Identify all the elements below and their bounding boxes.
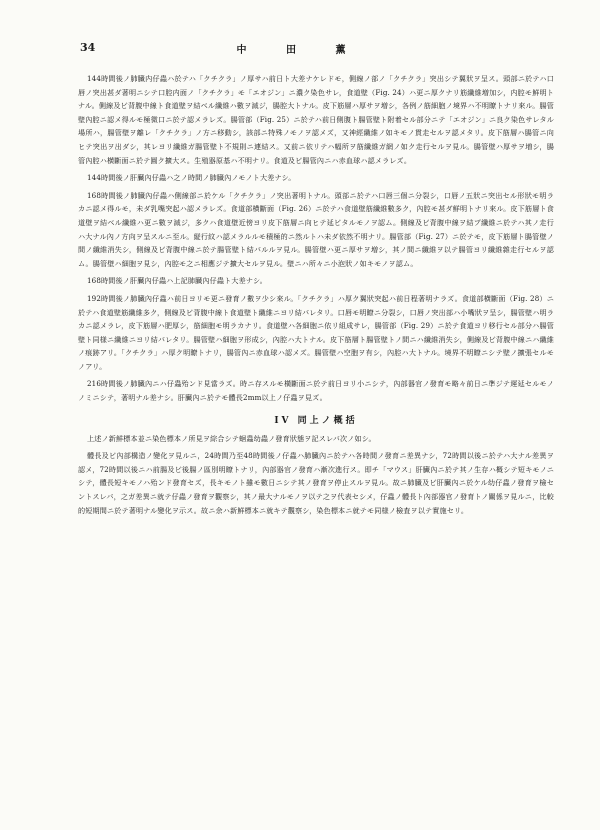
section-heading: IV 同上ノ概括: [274, 415, 358, 426]
paragraph-summary-intro: 上述ノ新鮮標本並ニ染色標本ノ所見ヲ綜合シテ蛔蟲幼蟲ノ發育狀態ヲ記スレバ次ノ如シ。: [87, 433, 376, 443]
paragraph-168h-lung: 168時間後ノ肺臓內仔蟲ハ側線部ニ於ケル「クチクラ」ノ突出著明トナル。頭部ニ於テハ口唇三個ニ分裂シ，口唇ノ五狀ニ突出セル形狀モ明ラカニ認メ得ルモ，未ダ乳嘴突起ハ認メラレズ。食道部横斷面（Fig. 26）ニ於テハ食道壁筋纖維數多ク，內腔モ甚ダ鮮明トナリ來ル。皮下筋層ト食道壁ヲ結ベル纖維ハ更ニ數ヲ減ジ，多クハ食道壁近傍ヨリ皮下筋層ニ向ヒテ延ビタルモノヲ認ム。側線及ビ背腹中線ヲ結ブ纖維ニ於テハ其ノ走行ハ大ナル內ノ方向ヲ呈スルニ至ル。縦行紋ハ認メラルルモ積極的ニ然ルトハ未ダ依然不明ナリ。腸管部（Fig. 27）ニ於テモ，皮下筋層ト腸管壁ノ間ノ纖維消失シ，側線及ビ背腹中線ニ於テ腸管壁ト結バルルヲ見ル。腸管壁ハ更ニ厚サヲ増シ，其ノ間ニ纖維ヲ以テ腸管ヨリ纖維雜走行セルヲ認ム。腸管壁ハ細胞ヲ見シ，內腔モ之ニ相應ジテ擴大セルヲ見ル。壁ニハ所々ニ小泡狀ノ如キモノヲ認ム。: [78, 190, 554, 268]
page-number: 34: [80, 41, 96, 54]
paragraph-192h-lung: 192時間後ノ肺臓內仔蟲ハ前日ヨリモ更ニ發育ノ數ヲ少シ來ル。「クチクラ」ハ厚ク翼狀突起ハ前日程著明ナラズ。食道部横斷面（Fig. 28）ニ於テハ食道壁筋纖維多ク，側線及ビ背腹中線ト食道壁ト纖維ニヨリ結バレタリ。口唇モ明瞭ニ分裂シ，口唇ノ突出部ハ小嘴狀ヲ呈シ，腸管壁ハ明ラカニ認メラレ，皮下筋層ハ肥厚シ，筋細胞モ明ラカナリ。食道壁ハ各細胞ニ依リ組成サレ，腸管部（Fig. 29）ニ於テ食道ヨリ移行セル部分ハ腸管壁ト同様ニ纖維ニヨリ結バレタリ。腸管壁ハ細胞ヲ形成シ，內腔ハ大トナル。皮下筋層ト腸管壁トノ間ニハ纖維消失シ，側線及ビ背腹中線ニハ纖維ノ痕跡アリ。「クチクラ」ハ厚ク明瞭トナリ，腸管內ニ赤血球ハ認メズ。腸管壁ハ空胞ヲ有シ，內腔ハ大トナル。境界不明瞭ニシテ壁ノ擴張セルモノアリ。: [78, 293, 554, 371]
paragraph-168h-liver: 168時間後ノ肝臟內仔蟲ハ上記肺臓內仔蟲ト大差ナシ。: [87, 276, 267, 286]
paragraph-144h-lung: 144時間後ノ肺臓内仔蟲ハ於テハ「クチクラ」ノ厚サハ前日ト大差ナケレドモ，側線ノ部ノ「クチクラ」突出シテ翼狀ヲ呈ス。頭部ニ於テハ口唇ノ突出甚ダ著明ニシテ口腔内面ノ「クチクラ」モ「エオジン」ニ濃ク染色サレ，食道壁（Fig. 24）ハ更ニ厚クナリ筋纖維増加シ，内腔モ鮮明トナル。側線及ビ背腹中線ト食道壁ヲ結ベル纖維ハ數ヲ減ジ，腸腔大トナル。皮下筋層ハ厚サヲ増シ，各例ノ筋細胞ノ境界ハ不明瞭トナリ來ル。腸管壁內腔ニ認メ得ルモ極微口ニ於テ認メラレズ。腸管部（Fig. 25）ニ於テハ前日側腹ト腸管壁ト附着セル部分ニテ「エオジン」ニ良ク染色サレタル場所ハ，腸管壁ヲ離レ「クチクラ」ノ方ニ移動シ，該部ニ特殊ノモノヲ認メズ，又神經纖維ノ如キモノ貫走セルヲ認メタリ。皮下筋層ハ腸管ニ向ヒテ突出ヲ出ダシ，其レヨリ纖維ガ腸管壁ト不規則ニ連結ス。又前ニ依リテハ幅所ヲ筋纖維ガ網ノ如ク走行セルヲ見ル。腸管壁ハ厚サヲ増シ，腸管內腔ハ横斷面ニ於テ圓ク擴大ス。生殖器原基ハ不明ナリ。食道及ビ腸管內ニハ赤血球ハ認メラレズ。: [78, 74, 554, 165]
paragraph-144h-liver: 144時間後ノ肝臟內仔蟲ハ之ノ時間ノ肺臓內ノモノト大差ナシ。: [87, 173, 296, 183]
paragraph-216h: 216時間後ノ肺臓內ニハ仔蟲殆ンド見當ラズ。時ニ存スルモ橫斷面ニ於テ前日ヨリ小ニシテ，內部器官ノ發育モ略々前日ニ準ジテ遲延セルモノノミニシテ，著明ナル差ナシ。肝臟內ニ於テモ體長2mm以上ノ仔蟲ヲ見ズ。: [78, 379, 554, 403]
running-head: 中 田 薫: [236, 45, 364, 56]
paragraph-summary-body: 體長及ビ內部構造ノ變化ヲ見ルニ，24時間乃至48時間後ノ仔蟲ハ肺臓內ニ於テハ各時間ノ發育ニ差異ナシ，72時間以後ニ於テハ大ナル差異ヲ認メ，72時間以後ニハ前腸及ビ後腸ノ區別明瞭トナリ，內部器官ノ發育ハ漸次進行ス。即チ「マウス」肝臟內ニ於テ其ノ生存ハ概シテ短キモノニシテ，體長短キモノハ殆ンド發育セズ，長キモノト雖モ數日ニシテ其ノ發育ヲ停止スルヲ見ル。故ニ肺臓及ビ肝臟內ニ於ケル幼仔蟲ノ發育ヲ檢セントスレバ，之ガ差異ニ就テ仔蟲ノ發育ヲ觀察シ，其ノ最大ナルモノヲ以テ之ヲ代表セシメ，仔蟲ノ體長ト內部器官ノ發育トノ關係ヲ見ルニ，比較的短期間ニ於テ著明ナル變化ヲ示ス。故ニ余ハ新鮮標本ニ就キテ觀察シ，染色標本ニ就テモ同様ノ檢査ヲ以テ實施セリ。: [78, 451, 554, 515]
article-body: [78, 72, 554, 521]
page-header: [0, 41, 600, 57]
